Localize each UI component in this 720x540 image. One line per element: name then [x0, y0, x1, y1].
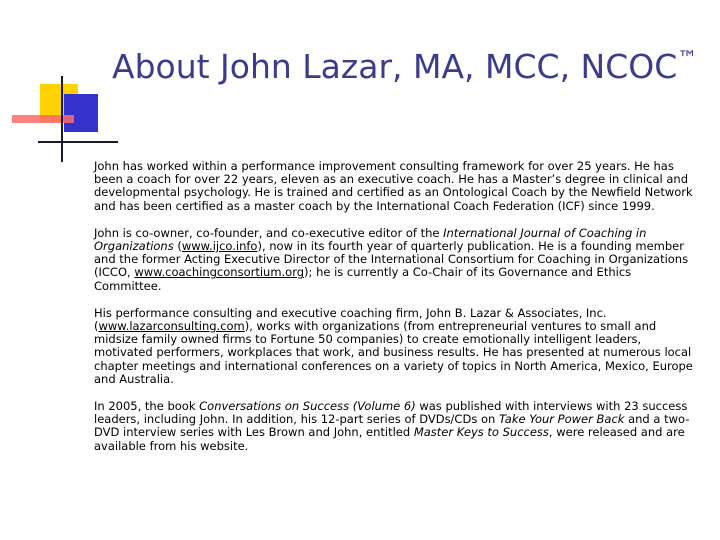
slide-body	[94, 160, 698, 467]
text-span: was published with interviews with 23 success leaders, including John. In addition, his 12-part series of DVDs/CDs on	[94, 399, 688, 427]
coachingconsortium-link[interactable]: www.coachingconsortium.org	[134, 265, 305, 280]
slide-decoration	[0, 0, 120, 170]
text-span: ), works with organizations (from entrepreneurial ventures to small and midsize family owned firms to Fortune 50 companies) to create emotionally intelligent leaders, motivated performers, workplaces that work, and business results. He has presented at numerous local chapter meetings and international conferences on a variety of topics in North America, Mexico, Europe and Australia.	[94, 319, 693, 386]
series-title: Take Your Power Back	[498, 412, 625, 427]
text-span: , were released and are available from his website.	[94, 425, 685, 453]
journal-title: International Journal of Coaching in Organizations	[94, 225, 647, 254]
text-span: ), now in its fourth year of quarterly publication. He is a founding member and the former Acting Executive Director of the International Consortium for Coaching in Organizations (ICCO,	[94, 239, 689, 280]
text-span: In 2005, the book	[94, 399, 200, 414]
text-span: and a two-DVD interview series with Les Brown and John, entitled	[94, 412, 690, 440]
paragraph-publications	[94, 400, 698, 453]
slide-title	[112, 38, 702, 87]
paragraph-ijco	[94, 227, 698, 293]
text-span: John is co-owner, co-founder, and co-executive editor of the	[94, 225, 444, 240]
vertical-line-decoration	[61, 76, 63, 162]
ijco-link[interactable]: www.ijco.info	[181, 239, 258, 254]
slide-title-text: About John Lazar, MA, MCC, NCOC	[112, 47, 678, 86]
text-span: (	[173, 239, 182, 254]
text-span: His performance consulting and executive coaching firm, John B. Lazar & Associates, Inc. (	[94, 305, 607, 334]
paragraph-firm	[94, 307, 698, 386]
book-title: Conversations on Success (Volume 6)	[199, 399, 416, 414]
trademark-symbol: ™	[677, 46, 698, 70]
blue-square-decoration	[64, 94, 98, 132]
horizontal-line-decoration	[38, 141, 118, 143]
dvd-title: Master Keys to Success	[413, 425, 549, 440]
pink-bar-decoration	[12, 115, 74, 123]
text-span: ); he is currently a Co-Chair of its Governance and Ethics Committee.	[94, 265, 632, 293]
lazarconsulting-link[interactable]: www.lazarconsulting.com	[98, 319, 245, 334]
paragraph-experience: John has worked within a performance improvement consulting framework for over 25 years. He has been a coach for over 22 years, eleven as an executive coach. He has a Master’s degree in clinical and developmental psychology. He is trained and certified as an Ontological Coach by the Newfield Network and has been certified as a master coach by the International Coach Federation (ICF) since 1999.	[94, 159, 693, 213]
